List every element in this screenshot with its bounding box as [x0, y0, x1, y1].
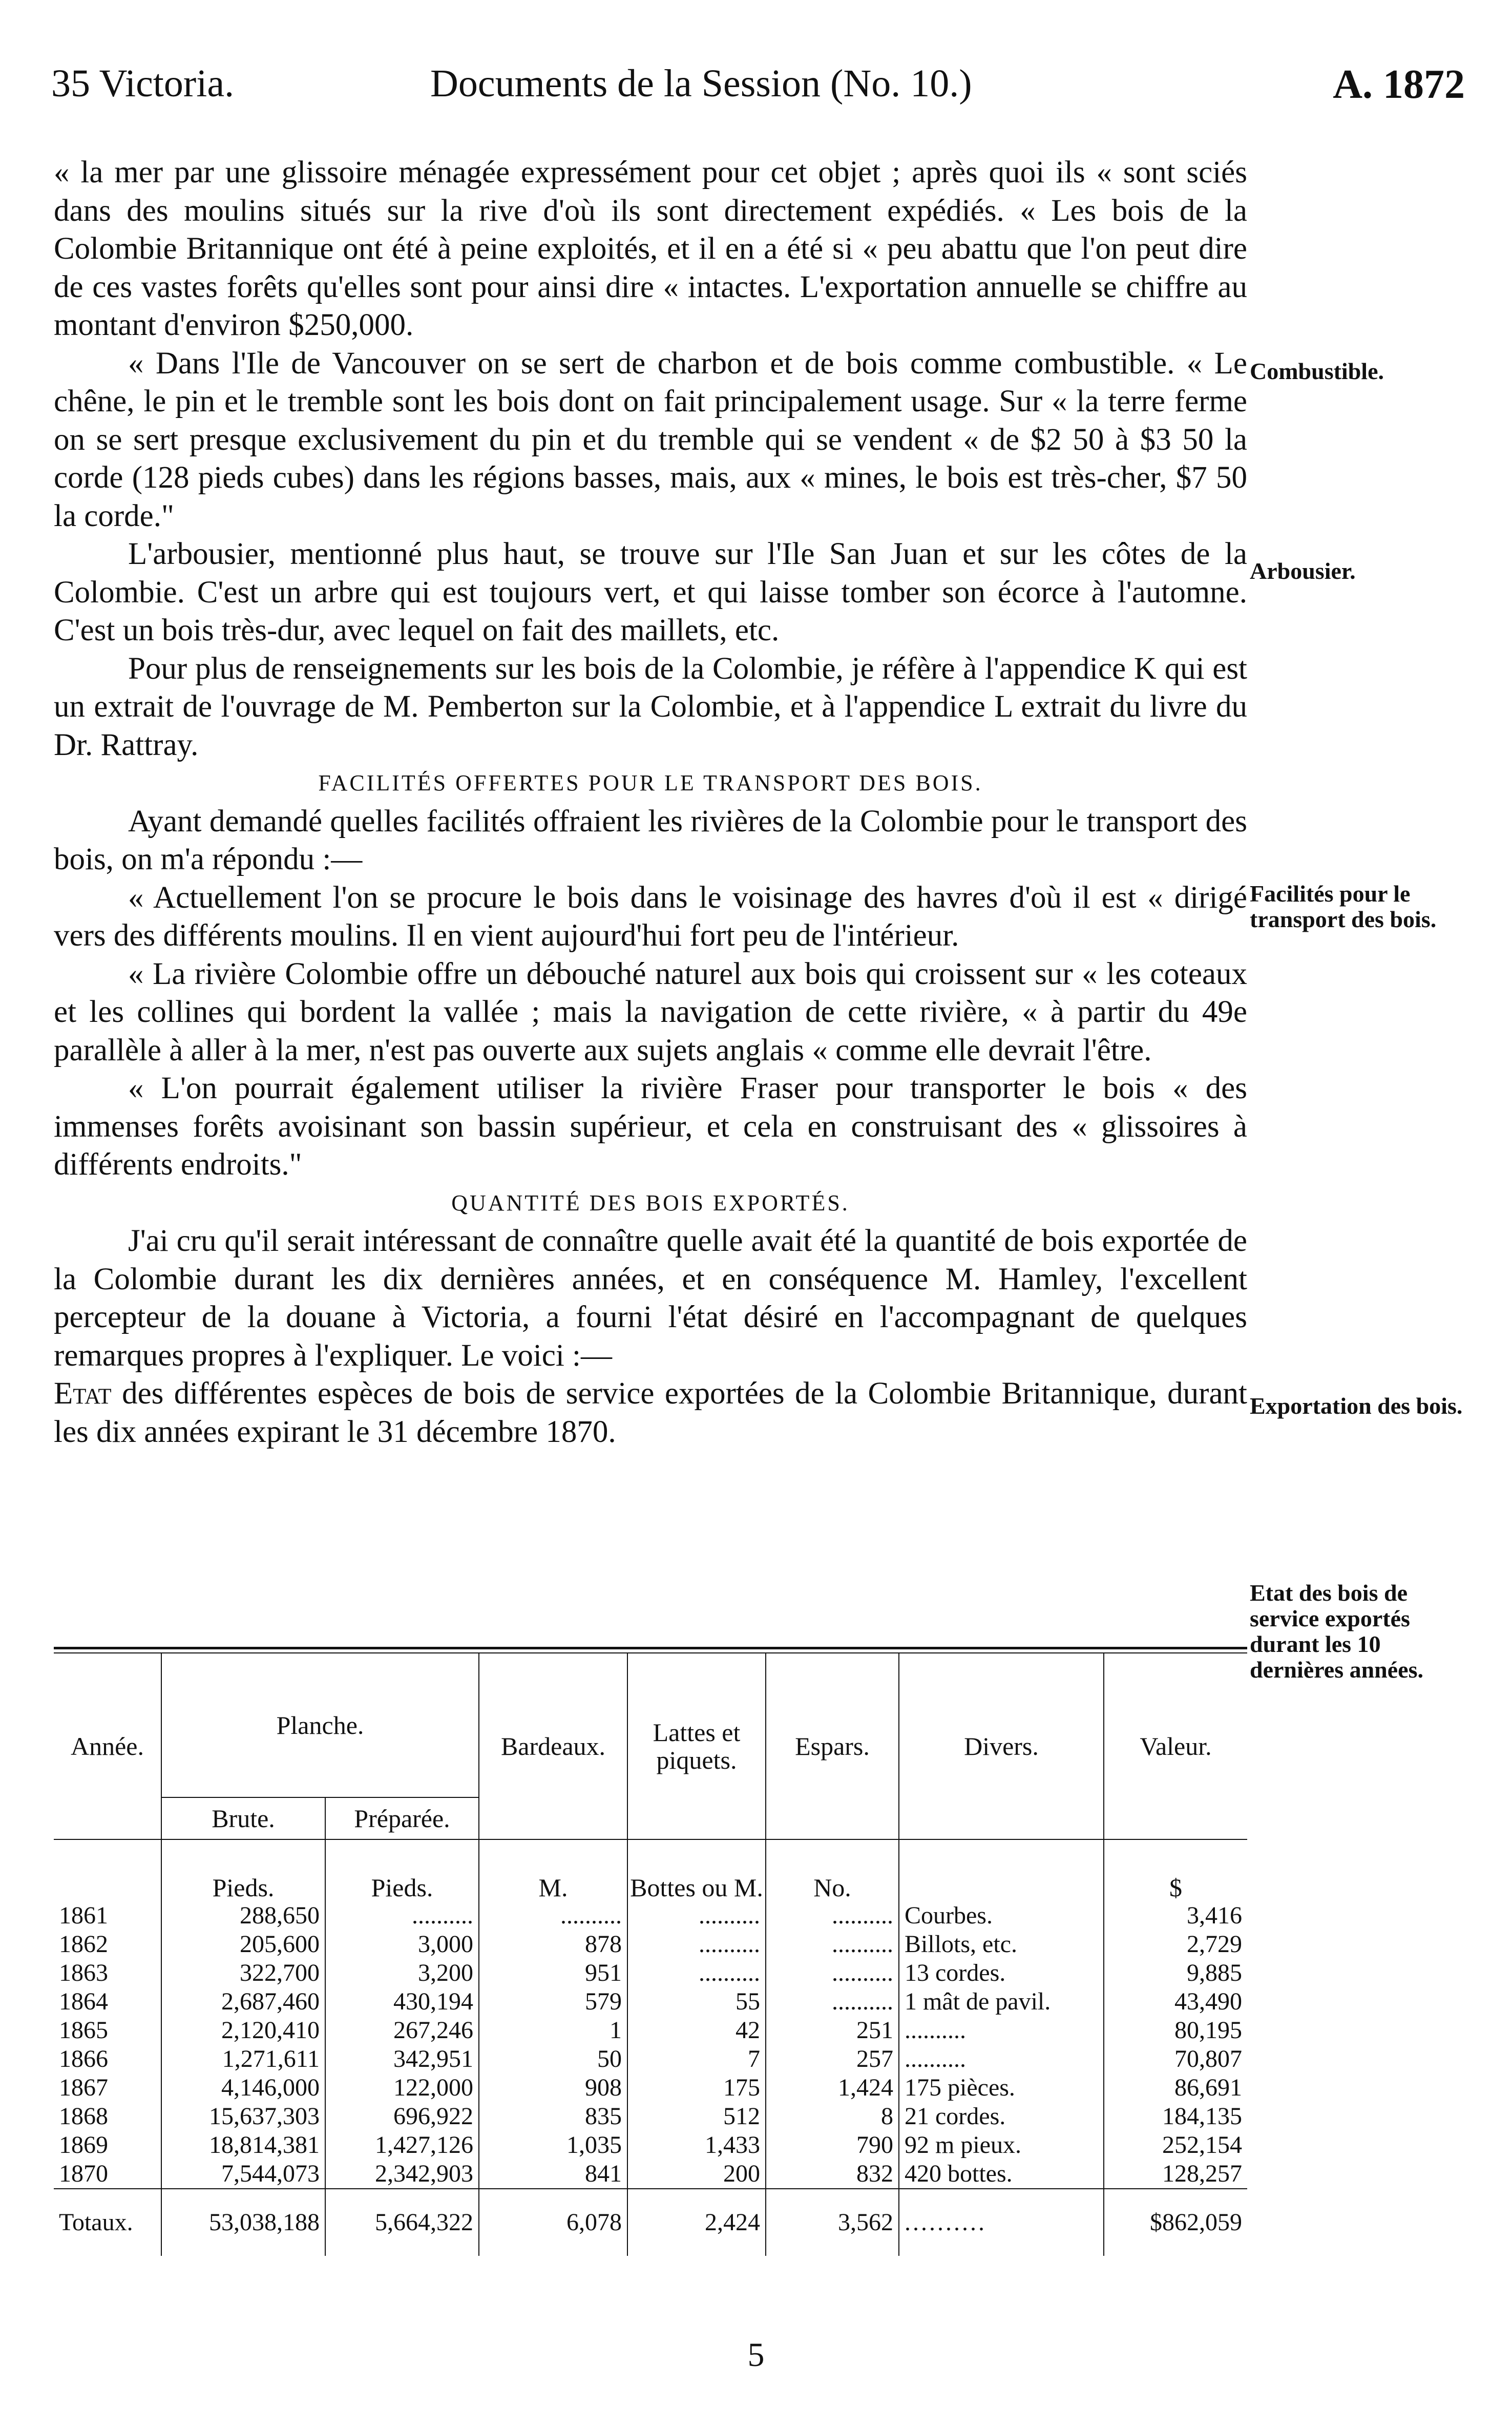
cell-annee: 1869 [59, 2131, 108, 2159]
margin-note-combustible: Combustible. [1250, 358, 1384, 384]
table-row [54, 1930, 1247, 1959]
totals-brute: 53,038,188 [161, 2189, 325, 2256]
cell-valeur: 3,416 [1104, 1901, 1247, 1930]
cell-valeur: 2,729 [1104, 1930, 1247, 1959]
margin-note-facilites: Facilités pour le transport des bois. [1250, 881, 1437, 932]
cell-bardeaux: 908 [479, 2073, 627, 2102]
paragraph-combustible: « Dans l'Ile de Vancouver on se sert de charbon et de bois comme combustible. « Le chêne, le pin et le tremble sont les bois dont on fait principalement usage. Sur « la terre ferme on se sert presque exclusivement du pin et du tremble qui se vendent « de $2 50 à $3 50 la corde (128 pieds cubes) dans les régions basses, mais, aux « mines, le bois est très-cher, $7 50 la corde." [54, 346, 1247, 533]
cell-valeur: 80,195 [1104, 2016, 1247, 2045]
paragraph-arbousier: L'arbousier, mentionné plus haut, se trouve sur l'Ile San Juan et sur les côtes de la Colombie. C'est un arbre qui est toujours vert, et qui laisse tomber son écorce à l'automne. C'est un bois très-dur, avec lequel on fait des maillets, etc. [54, 537, 1247, 647]
cell-preparee: 2,342,903 [325, 2160, 479, 2189]
page-number: 5 [747, 2336, 765, 2374]
totals-label: Totaux. [54, 2189, 161, 2256]
unit-valeur: $ [1104, 1839, 1247, 1901]
totals-divers: .......... [899, 2189, 1104, 2256]
cell-bardeaux: 579 [479, 1987, 627, 2016]
cell-brute: 18,814,381 [161, 2131, 325, 2160]
table-totals-row [54, 2189, 1247, 2256]
paragraph-exportation: J'ai cru qu'il serait intéressant de connaître quelle avait été la quantité de bois exportée de la Colombie durant les dix dernières années, et en conséquence M. Hamley, l'excellent percepteur de la douane à Victoria, a fourni l'état désiré en l'accompagnant de quelques remarques propres à l'expliquer. Le voici :— [54, 1224, 1247, 1373]
cell-lattes: .......... [627, 1930, 766, 1959]
unit-divers [899, 1839, 1104, 1901]
cell-bardeaux: .......... [479, 1901, 627, 1930]
col-header-brute: Brute. [161, 1797, 325, 1839]
cell-bardeaux: 841 [479, 2160, 627, 2189]
cell-divers: 420 bottes. [899, 2160, 1104, 2189]
cell-valeur: 43,490 [1104, 1987, 1247, 2016]
cell-preparee: 3,000 [325, 1930, 479, 1959]
unit-bardeaux: M. [479, 1839, 627, 1901]
margin-note-arbousier: Arbousier. [1250, 558, 1356, 584]
cell-brute: 7,544,073 [161, 2160, 325, 2189]
cell-lattes: .......... [627, 1959, 766, 1987]
col-header-espars: Espars. [766, 1653, 899, 1839]
cell-lattes: 42 [627, 2016, 766, 2045]
paragraph-1: « la mer par une glissoire ménagée expressément pour cet objet ; après quoi ils « sont sciés dans des moulins situés sur la rive d'où ils sont directement expédiés. « Les bois de la Colombie Britannique ont été à peine exploités, et il en a été si « peu abattu que l'on peut dire de ces vastes forêts qu'elles sont pour ainsi dire « intactes. L'exportation annuelle se chiffre au montant d'environ $250,000. [54, 155, 1247, 342]
totals-espars: 3,562 [766, 2189, 899, 2256]
unit-espars: No. [766, 1839, 899, 1901]
totals-lattes: 2,424 [627, 2189, 766, 2256]
cell-valeur: 184,135 [1104, 2102, 1247, 2131]
cell-valeur: 86,691 [1104, 2073, 1247, 2102]
cell-divers: Courbes. [899, 1901, 1104, 1930]
cell-lattes: 175 [627, 2073, 766, 2102]
cell-valeur: 70,807 [1104, 2045, 1247, 2073]
cell-lattes: 200 [627, 2160, 766, 2189]
cell-valeur: 9,885 [1104, 1959, 1247, 1987]
paragraph-question: Ayant demandé quelles facilités offraient les rivières de la Colombie pour le transport des bois, on m'a répondu :— [54, 804, 1247, 876]
table-caption-text: des différentes espèces de bois de service exportées de la Colombie Britannique, durant les dix années expirant le 31 décembre 1870. [54, 1376, 1247, 1449]
export-table [54, 1653, 1247, 2256]
cell-annee: 1865 [59, 2017, 108, 2044]
cell-espars: 257 [766, 2045, 899, 2073]
table-top-rule [54, 1647, 1247, 1649]
col-header-lattes: Lattes et piquets. [627, 1653, 766, 1839]
cell-divers: Billots, etc. [899, 1930, 1104, 1959]
table-caption-lead: Etat [54, 1376, 112, 1411]
table-caption [54, 1375, 1247, 1451]
cell-preparee: 122,000 [325, 2073, 479, 2102]
table-row [54, 2073, 1247, 2102]
table-row [54, 2131, 1247, 2160]
page-header [51, 61, 1465, 118]
table-row [54, 1987, 1247, 2016]
cell-espars: .......... [766, 1901, 899, 1930]
cell-annee: 1861 [59, 1902, 108, 1929]
cell-divers: 21 cordes. [899, 2102, 1104, 2131]
paragraph-riviere-fraser: « L'on pourrait également utiliser la rivière Fraser pour transporter le bois « des immenses forêts avoisinant son bassin supérieur, et cela en construisant des « glissoires à différents endroits." [54, 1071, 1247, 1182]
table-row [54, 1901, 1247, 1930]
table-row [54, 2045, 1247, 2073]
col-header-valeur: Valeur. [1104, 1653, 1247, 1839]
paragraph-havres: « Actuellement l'on se procure le bois dans le voisinage des havres d'où il est « dirigé vers des différents moulins. Il en vient aujourd'hui fort peu de l'intérieur. [54, 880, 1247, 953]
cell-bardeaux: 50 [479, 2045, 627, 2073]
cell-preparee: .......... [325, 1901, 479, 1930]
export-table-wrapper [54, 1647, 1247, 2256]
totals-preparee: 5,664,322 [325, 2189, 479, 2256]
table-body [54, 1901, 1247, 2189]
table-units-row [54, 1839, 1247, 1901]
cell-valeur: 252,154 [1104, 2131, 1247, 2160]
cell-lattes: 512 [627, 2102, 766, 2131]
cell-valeur: 128,257 [1104, 2160, 1247, 2189]
cell-lattes: 1,433 [627, 2131, 766, 2160]
cell-divers: 92 m pieux. [899, 2131, 1104, 2160]
totals-bardeaux: 6,078 [479, 2189, 627, 2256]
section-heading-quantite: QUANTITÉ DES BOIS EXPORTÉS. [451, 1190, 850, 1216]
header-session: 35 Victoria. [51, 62, 235, 105]
table-row [54, 1959, 1247, 1987]
unit-brute: Pieds. [161, 1839, 325, 1901]
cell-annee: 1864 [59, 1988, 108, 2015]
unit-lattes: Bottes ou M. [627, 1839, 766, 1901]
section-heading-transport: FACILITÉS OFFERTES POUR LE TRANSPORT DES BOIS. [318, 770, 983, 795]
cell-espars: .......... [766, 1987, 899, 2016]
margin-note-etat: Etat des bois de service exportés durant les 10 dernières années. [1250, 1580, 1424, 1683]
cell-lattes: .......... [627, 1901, 766, 1930]
cell-divers: .......... [899, 2045, 1104, 2073]
cell-brute: 205,600 [161, 1930, 325, 1959]
cell-preparee: 342,951 [325, 2045, 479, 2073]
cell-brute: 322,700 [161, 1959, 325, 1987]
cell-bardeaux: 1,035 [479, 2131, 627, 2160]
header-title: Documents de la Session (No. 10.) [430, 62, 972, 105]
cell-divers: .......... [899, 2016, 1104, 2045]
cell-divers: 13 cordes. [899, 1959, 1104, 1987]
cell-divers: 1 mât de pavil. [899, 1987, 1104, 2016]
cell-brute: 4,146,000 [161, 2073, 325, 2102]
cell-lattes: 55 [627, 1987, 766, 2016]
paragraph-riviere-colombie: « La rivière Colombie offre un débouché naturel aux bois qui croissent sur « les coteaux et les collines qui bordent la vallée ; mais la navigation de cette rivière, « à partir du 49e parallèle à aller à la mer, n'est pas ouverte aux sujets anglais « comme elle devrait l'être. [54, 956, 1247, 1067]
cell-annee: 1862 [59, 1931, 108, 1958]
cell-espars: 1,424 [766, 2073, 899, 2102]
cell-preparee: 696,922 [325, 2102, 479, 2131]
cell-preparee: 3,200 [325, 1959, 479, 1987]
margin-note-exportation: Exportation des bois. [1250, 1393, 1463, 1419]
table-row [54, 2102, 1247, 2131]
unit-annee [54, 1839, 161, 1901]
header-year: A. 1872 [1333, 62, 1465, 107]
cell-espars: .......... [766, 1930, 899, 1959]
unit-preparee: Pieds. [325, 1839, 479, 1901]
cell-annee: 1866 [59, 2045, 108, 2072]
col-header-annee: Année. [71, 1732, 144, 1761]
cell-preparee: 267,246 [325, 2016, 479, 2045]
cell-brute: 2,687,460 [161, 1987, 325, 2016]
cell-espars: 790 [766, 2131, 899, 2160]
cell-bardeaux: 951 [479, 1959, 627, 1987]
cell-annee: 1870 [59, 2160, 108, 2187]
cell-annee: 1863 [59, 1959, 108, 1986]
body-text [54, 154, 1247, 1451]
col-header-planche: Planche. [161, 1653, 479, 1797]
col-header-preparee: Préparée. [325, 1797, 479, 1839]
cell-bardeaux: 878 [479, 1930, 627, 1959]
table-row [54, 2160, 1247, 2189]
cell-annee: 1867 [59, 2074, 108, 2101]
cell-brute: 288,650 [161, 1901, 325, 1930]
cell-lattes: 7 [627, 2045, 766, 2073]
cell-preparee: 1,427,126 [325, 2131, 479, 2160]
col-header-bardeaux: Bardeaux. [479, 1653, 627, 1839]
cell-brute: 1,271,611 [161, 2045, 325, 2073]
col-header-divers: Divers. [899, 1653, 1104, 1839]
cell-bardeaux: 835 [479, 2102, 627, 2131]
cell-bardeaux: 1 [479, 2016, 627, 2045]
totals-valeur: $862,059 [1104, 2189, 1247, 2256]
cell-espars: 251 [766, 2016, 899, 2045]
cell-divers: 175 pièces. [899, 2073, 1104, 2102]
table-row [54, 2016, 1247, 2045]
table-header-row [54, 1653, 1247, 1797]
paragraph-renseignements: Pour plus de renseignements sur les bois de la Colombie, je réfère à l'appendice K qui est un extrait de l'ouvrage de M. Pemberton sur la Colombie, et à l'appendice L extrait du livre du Dr. Rattray. [54, 651, 1247, 762]
cell-brute: 2,120,410 [161, 2016, 325, 2045]
cell-preparee: 430,194 [325, 1987, 479, 2016]
cell-brute: 15,637,303 [161, 2102, 325, 2131]
cell-espars: 832 [766, 2160, 899, 2189]
cell-espars: .......... [766, 1959, 899, 1987]
cell-espars: 8 [766, 2102, 899, 2131]
cell-annee: 1868 [59, 2103, 108, 2130]
